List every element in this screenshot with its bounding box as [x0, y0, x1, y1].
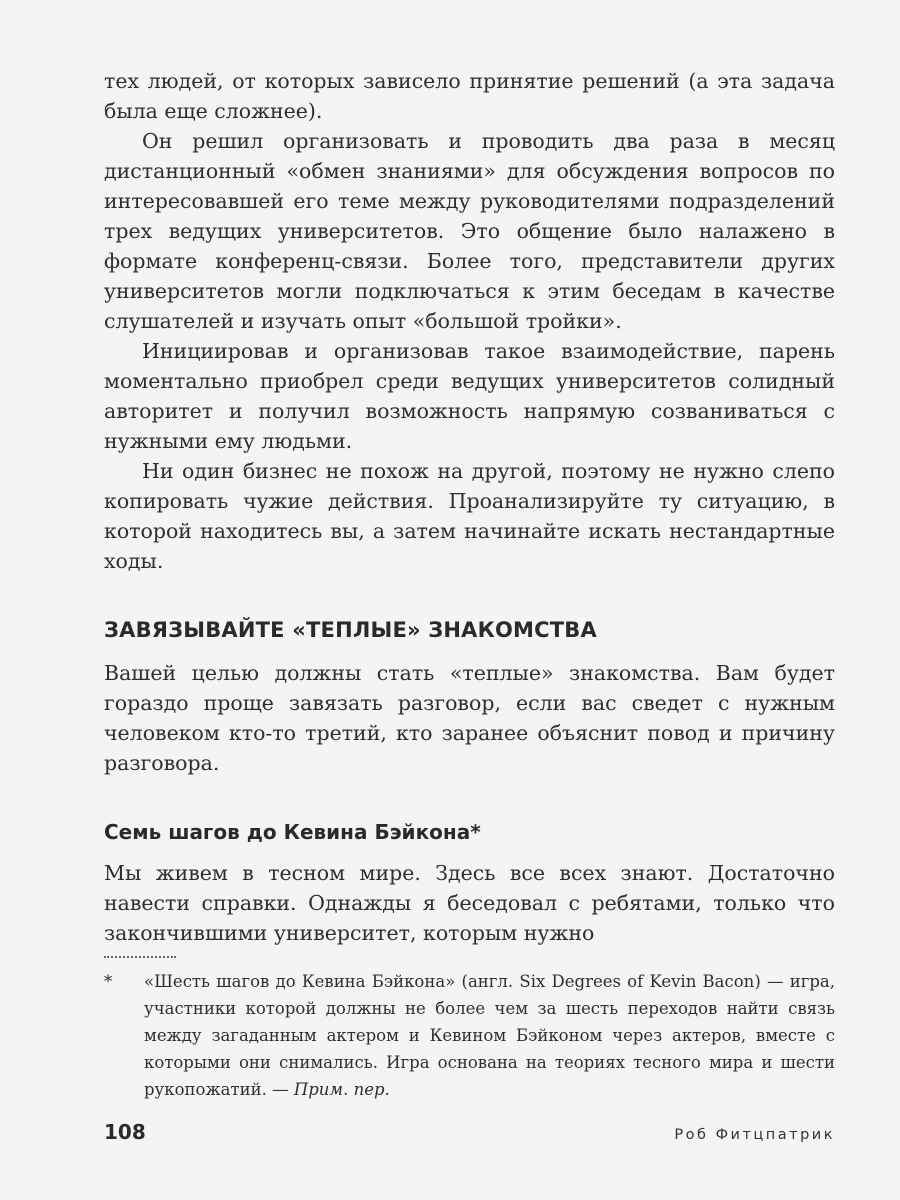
subsection-heading: Семь шагов до Кевина Бэйкона* [104, 820, 481, 844]
paragraph-4: Ни один бизнес не похож на другой, поэтому не нужно слепо копировать чужие действия. Проанализируйте ту ситуацию, в которой находитесь вы, а затем начинайте искать нестандартные ходы. [104, 459, 835, 573]
page-footer [104, 1120, 835, 1144]
running-author: Роб Фитцпатрик [674, 1127, 835, 1143]
paragraph-1: тех людей, от которых зависело принятие решений (а эта задача была еще сложнее). [104, 69, 835, 123]
footnote-text: «Шесть шагов до Кевина Бэйкона» (англ. Six Degrees of Kevin Bacon) — игра, участники которой должны не более чем за шесть переходов найти связь между загаданным актером и Кевином Бэйконом через актеров, вместе с которыми они снимались. Игра основана на теориях тесного мира и шести рукопожатий. — [144, 972, 835, 1099]
subsection-paragraph: Мы живем в тесном мире. Здесь все всех знают. Достаточно навести справки. Однажды я беседовал с ребятами, только что закончившими университет, которым нужно [104, 861, 835, 945]
section-heading: ЗАВЯЗЫВАЙТЕ «ТЕПЛЫЕ» ЗНАКОМСТВА [104, 618, 597, 642]
footnote-marker: * [104, 972, 113, 991]
paragraph-2: Он решил организовать и проводить два раза в месяц дистанционный «обмен знаниями» для обсуждения вопросов по интересовавшей его теме между руководителями подразделений трех ведущих университетов. Это общение было налажено в формате конференц-связи. Более того, представители других университетов могли подключаться к этим беседам в качестве слушателей и изучать опыт «большой тройки». [104, 129, 835, 333]
footnote-translator-note: Прим. пер. [293, 1080, 390, 1099]
footnote-text-wrap [144, 968, 835, 1103]
footnote [104, 968, 835, 1103]
paragraph-3: Инициировав и организовав такое взаимодействие, парень моментально приобрел среди ведущих университетов солидный авторитет и получил возможность напрямую созваниваться с нужными ему людьми. [104, 339, 835, 453]
footnote-separator [104, 956, 176, 958]
page-number: 108 [104, 1120, 146, 1144]
page-body [104, 66, 835, 1103]
section-paragraph: Вашей целью должны стать «теплые» знакомства. Вам будет гораздо проще завязать разговор, если вас сведет с нужным человеком кто-то третий, кто заранее объяснит повод и причину разговора. [104, 661, 835, 775]
